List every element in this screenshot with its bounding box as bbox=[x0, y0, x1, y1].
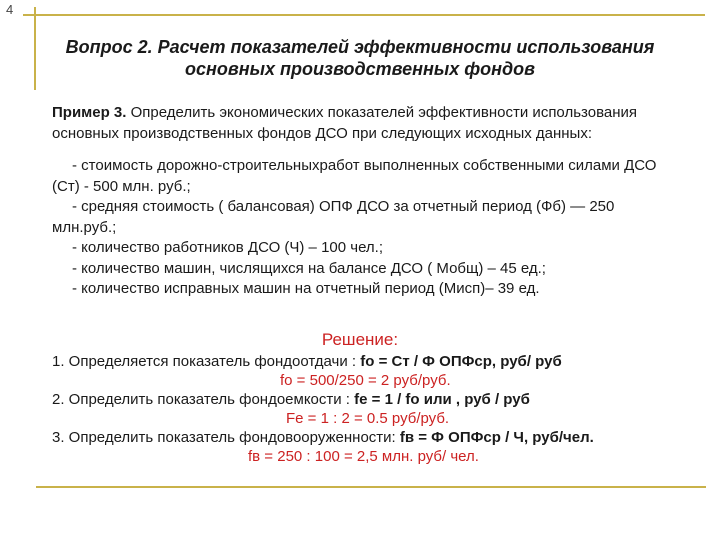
conditions-list bbox=[52, 156, 672, 300]
step-1-result: fо = 500/250 = 2 руб/руб. bbox=[280, 372, 451, 389]
step-1 bbox=[52, 352, 702, 371]
slide-number: 4 bbox=[6, 2, 14, 17]
step-1-formula: fо = Ст / Ф ОПФср, руб/ руб bbox=[360, 353, 562, 370]
condition-item: - средняя стоимость ( балансовая) ОПФ ДСО за отчетный период (Фб) — 250 млн.руб.; bbox=[52, 198, 615, 236]
condition-item: - количество работников ДСО (Ч) – 100 чел.; bbox=[72, 239, 384, 256]
title-line-2: основных производственных фондов bbox=[184, 59, 536, 79]
step-2 bbox=[52, 390, 702, 409]
condition-item: - стоимость дорожно-строительныхработ выполненных собственными силами ДСО (Ст) - 500 млн. руб.; bbox=[52, 157, 657, 195]
step-3-formula: fв = Ф ОПФср / Ч, руб/чел. bbox=[399, 429, 594, 446]
step-2-text: 2. Определить показатель фондоемкости : bbox=[52, 391, 355, 408]
slide-title bbox=[60, 36, 660, 80]
step-2-formula: fе = 1 / fо или , руб / руб bbox=[354, 391, 530, 408]
example-text: Определить экономических показателей эффективности использования основных производственных фондов ДСО при следующих исходных данных: bbox=[52, 104, 637, 142]
left-divider-line bbox=[34, 7, 36, 90]
example-intro bbox=[52, 102, 702, 144]
condition-item: - количество исправных машин на отчетный период (Мисп)– 39 ед. bbox=[72, 280, 540, 297]
bottom-divider-line bbox=[36, 486, 706, 488]
step-3-text: 3. Определить показатель фондовооруженности: bbox=[52, 429, 400, 446]
solution-steps bbox=[52, 352, 702, 466]
step-2-result: Fе = 1 : 2 = 0.5 руб/руб. bbox=[286, 410, 450, 427]
example-label: Пример 3. bbox=[52, 104, 127, 121]
top-divider-line bbox=[23, 14, 705, 16]
step-3-result: fв = 250 : 100 = 2,5 млн. руб/ чел. bbox=[248, 448, 479, 465]
solution-heading: Решение: bbox=[321, 330, 399, 349]
condition-item: - количество машин, числящихся на балансе ДСО ( Мобщ) – 45 ед.; bbox=[72, 259, 546, 277]
step-3 bbox=[52, 428, 702, 447]
step-1-text: 1. Определяется показатель фондоотдачи : bbox=[52, 353, 361, 370]
title-line-1: Вопрос 2. Расчет показателей эффективности использования bbox=[65, 37, 655, 57]
